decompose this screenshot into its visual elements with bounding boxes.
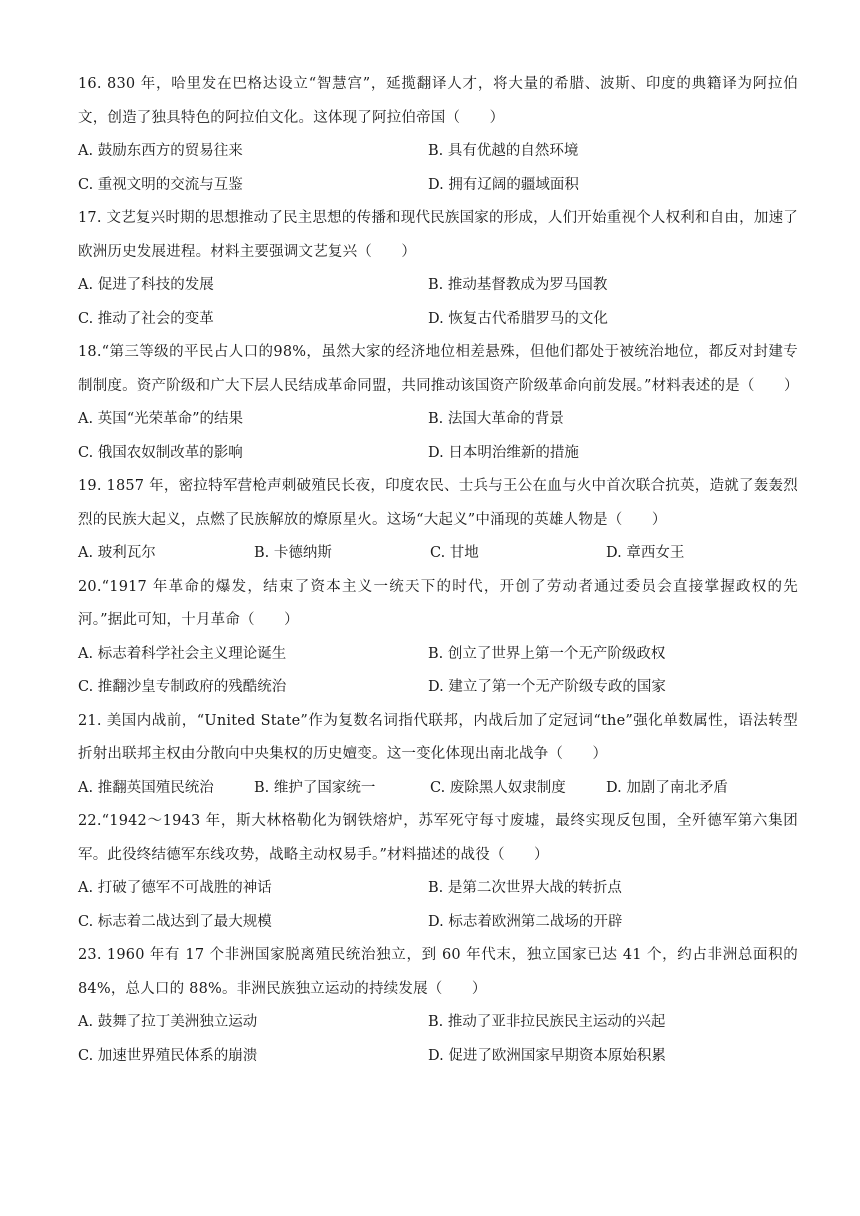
option-b: B. 创立了世界上第一个无产阶级政权	[428, 645, 666, 662]
option-a: A. 英国“光荣革命”的结果	[78, 411, 244, 427]
question-20	[78, 571, 798, 705]
option-c: C. 推动了社会的变革	[78, 310, 214, 327]
option-c: C. 加速世界殖民体系的崩溃	[78, 1047, 258, 1064]
option-d: D. 日本明治维新的措施	[428, 444, 579, 461]
option-d: D. 促进了欧洲国家早期资本原始积累	[428, 1047, 666, 1064]
question-22	[78, 805, 798, 939]
exam-page	[78, 68, 798, 1073]
option-a: A. 玻利瓦尔	[78, 545, 156, 561]
question-23	[78, 939, 798, 1073]
option-list	[78, 403, 798, 470]
option-list	[78, 537, 798, 571]
question-stem: 21. 美国内战前，“United State”作为复数名词指代联邦，内战后加了定冠词“the”强化单数属性，语法转型折射出联邦主权由分散向中央集权的历史嬗变。这一变化体现出南北战争（ ）	[78, 712, 798, 762]
question-stem: 17. 文艺复兴时期的思想推动了民主思想的传播和现代民族国家的形成，人们开始重视个人权利和自由，加速了欧洲历史发展进程。材料主要强调文艺复兴（ ）	[78, 210, 798, 260]
option-b: B. 卡德纳斯	[254, 545, 332, 561]
option-list	[78, 872, 798, 939]
option-d: D. 拥有辽阔的疆域面积	[428, 176, 579, 193]
option-d: D. 加剧了南北矛盾	[606, 779, 728, 796]
option-list	[78, 772, 798, 806]
option-b: B. 具有优越的自然环境	[428, 143, 579, 159]
option-a: A. 标志着科学社会主义理论诞生	[78, 645, 287, 662]
question-21	[78, 705, 798, 806]
option-c: C. 废除黑人奴隶制度	[430, 779, 566, 796]
option-list	[78, 135, 798, 202]
question-stem: 23. 1960 年有 17 个非洲国家脱离殖民统治独立，到 60 年代末，独立国家已达 41 个，约占非洲总面积的 84%，总人口的 88%。非洲民族独立运动的持续发展（ ）	[78, 947, 798, 997]
option-c: C. 甘地	[430, 545, 479, 561]
option-a: A. 鼓励东西方的贸易往来	[78, 143, 243, 159]
question-stem: 19. 1857 年，密拉特军营枪声刺破殖民长夜，印度农民、士兵与王公在血与火中首次联合抗英，造就了轰轰烈烈的民族大起义，点燃了民族解放的燎原星火。这场“大起义”中涌现的英雄人物是（ ）	[78, 478, 798, 528]
option-c: C. 推翻沙皇专制政府的残酷统治	[78, 679, 287, 695]
option-list	[78, 1006, 798, 1073]
question-stem: 18.“第三等级的平民占人口的98%，虽然大家的经济地位相差悬殊，但他们都处于被统治地位，都反对封建专制制度。资产阶级和广大下层人民结成革命同盟，共同推动该国资产阶级革命向前发展。”材料表述的是（ ）	[78, 344, 799, 394]
option-c: C. 重视文明的交流与互鉴	[78, 176, 243, 193]
option-list	[78, 269, 798, 336]
option-c: C. 标志着二战达到了最大规模	[78, 913, 272, 930]
option-d: D. 建立了第一个无产阶级专政的国家	[428, 679, 666, 695]
option-a: A. 鼓舞了拉丁美洲独立运动	[78, 1014, 258, 1030]
question-18	[78, 336, 798, 470]
option-d: D. 章西女王	[606, 545, 685, 561]
option-c: C. 俄国农奴制改革的影响	[78, 444, 243, 461]
question-stem: 20.“1917 年革命的爆发，结束了资本主义一统天下的时代，开创了劳动者通过委员会直接掌握政权的先河。”据此可知，十月革命（ ）	[78, 578, 798, 628]
question-stem: 16. 830 年，哈里发在巴格达设立“智慧宫”，延揽翻译人才，将大量的希腊、波斯、印度的典籍译为阿拉伯文，创造了独具特色的阿拉伯文化。这体现了阿拉伯帝国（ ）	[78, 76, 798, 126]
option-b: B. 法国大革命的背景	[428, 411, 564, 427]
option-a: A. 推翻英国殖民统治	[78, 779, 214, 796]
option-d: D. 标志着欧洲第二战场的开辟	[428, 913, 623, 930]
question-16	[78, 68, 798, 202]
option-d: D. 恢复古代希腊罗马的文化	[428, 310, 608, 327]
option-list	[78, 638, 798, 705]
option-a: A. 促进了科技的发展	[78, 277, 214, 293]
option-b: B. 维护了国家统一	[254, 779, 376, 796]
question-stem: 22.“1942～1943 年，斯大林格勒化为钢铁熔炉，苏军死守每寸废墟，最终实现反包围，全歼德军第六集团军。此役终结德军东线攻势，战略主动权易手。”材料描述的战役（ ）	[78, 813, 798, 863]
option-b: B. 推动基督教成为罗马国教	[428, 277, 608, 293]
question-19	[78, 470, 798, 571]
option-b: B. 推动了亚非拉民族民主运动的兴起	[428, 1014, 666, 1030]
option-a: A. 打破了德军不可战胜的神话	[78, 880, 272, 896]
question-17	[78, 202, 798, 336]
option-b: B. 是第二次世界大战的转折点	[428, 880, 622, 896]
